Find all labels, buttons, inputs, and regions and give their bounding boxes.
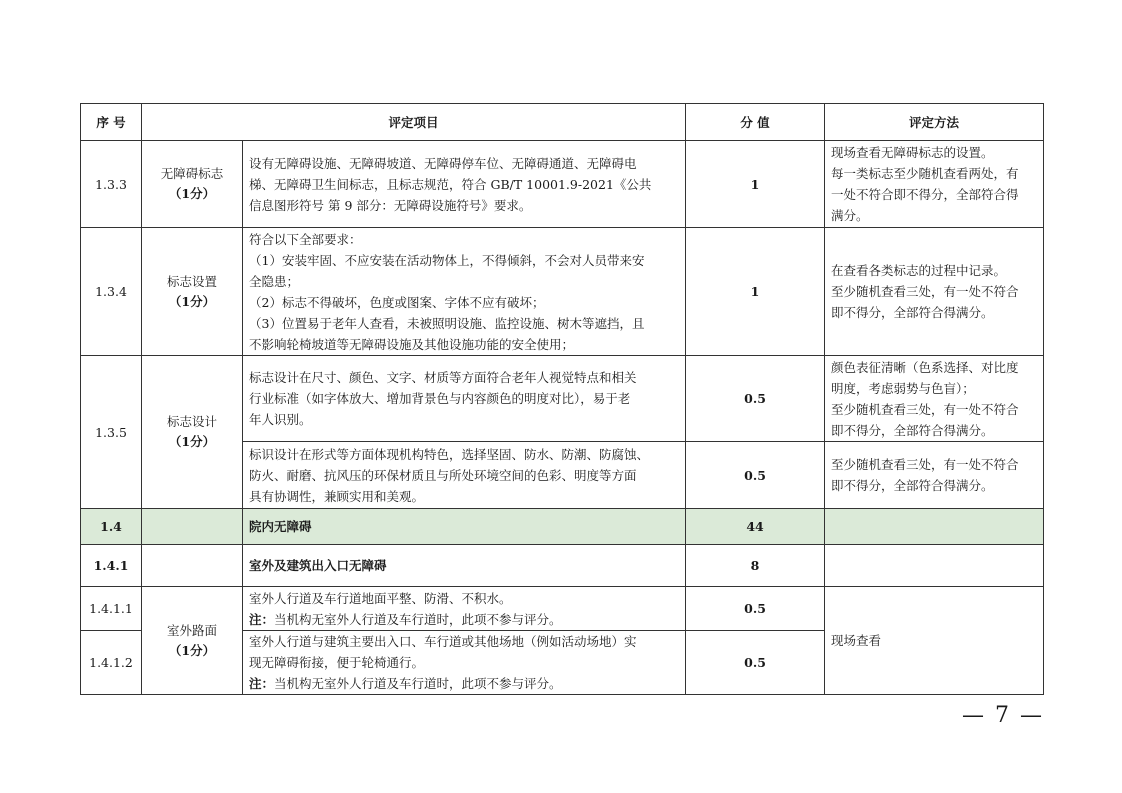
item-line: 全隐患； xyxy=(249,273,300,289)
method-line: 明度，考虑弱势与色盲）； xyxy=(831,380,975,396)
item-line: （2）标志不得破坏，色度或图案、字体不应有破坏； xyxy=(249,294,545,310)
score-cell: 0.5 xyxy=(686,356,825,442)
method-line: 即不得分，全部符合得满分。 xyxy=(831,305,994,320)
method-cell xyxy=(825,228,1044,356)
item-line: 信息图形符号 第 9 部分：无障碍设施符号》要求。 xyxy=(249,197,532,213)
item-text xyxy=(243,356,686,442)
item-line: 标志设计在尺寸、颜色、文字、材质等方面符合老年人视觉特点和相关 xyxy=(249,370,637,385)
score-cell: 1 xyxy=(686,228,825,356)
header-method: 评定方法 xyxy=(825,104,1044,141)
category-name: 标志设置 xyxy=(166,273,217,289)
item-line: （1）安装牢固、不应安装在活动物体上，不得倾斜，不会对人员带来安 xyxy=(249,252,645,268)
item-line: 室外人行道与建筑主要出入口、车行道或其他场地（例如活动场地）实 xyxy=(249,634,637,649)
row-id: 1.4.1.1 xyxy=(81,587,142,631)
category-points: （1分） xyxy=(168,293,216,309)
method-line: 即不得分，全部符合得满分。 xyxy=(831,478,994,493)
score-cell: 0.5 xyxy=(686,631,825,695)
row-id: 1.4.1 xyxy=(81,545,142,587)
item-line: 设有无障碍设施、无障碍坡道、无障碍停车位、无障碍通道、无障碍电 xyxy=(249,155,637,171)
category-points: （1分） xyxy=(168,642,216,658)
score-cell: 1 xyxy=(686,141,825,228)
item-text xyxy=(243,141,686,228)
method-cell: 现场查看 xyxy=(825,587,1044,695)
table-row xyxy=(81,356,1044,442)
method-line: 颜色表征清晰（色系选择、对比度 xyxy=(831,359,1019,375)
item-line: 具有协调性，兼顾实用和美观。 xyxy=(249,488,425,504)
row-id: 1.4 xyxy=(81,509,142,545)
category-name: 无障碍标志 xyxy=(160,166,224,181)
note-label: 注： xyxy=(249,611,275,627)
row-id: 1.4.1.2 xyxy=(81,631,142,695)
category-cell xyxy=(142,587,243,695)
category-cell xyxy=(142,228,243,356)
table-row xyxy=(81,587,1044,631)
item-line: 不影响轮椅坡道等无障碍设施及其他设施功能的安全使用； xyxy=(249,336,575,352)
item-line: 标识设计在形式等方面体现机构特色，选择坚固、防水、防潮、防腐蚀、 xyxy=(249,446,650,462)
table-row xyxy=(81,141,1044,228)
method-line: 即不得分，全部符合得满分。 xyxy=(831,422,994,438)
item-text xyxy=(243,228,686,356)
section-title: 院内无障碍 xyxy=(243,509,686,545)
category-cell xyxy=(142,356,243,509)
category-points: （1分） xyxy=(168,186,216,201)
header-item: 评定项目 xyxy=(142,104,686,141)
item-line: 防火、耐磨、抗风压的环保材质且与所处环境空间的色彩、明度等方面 xyxy=(249,467,637,483)
method-line: 在查看各类标志的过程中记录。 xyxy=(831,263,1007,278)
item-text xyxy=(243,587,686,631)
method-line: 至少随机查看三处，有一处不符合 xyxy=(831,401,1019,417)
item-line: 符合以下全部要求： xyxy=(249,231,362,247)
table-row xyxy=(81,228,1044,356)
note-line xyxy=(249,609,679,630)
method-line: 现场查看无障碍标志的设置。 xyxy=(831,145,994,160)
item-line: 年人识别。 xyxy=(249,412,312,427)
score-cell: 44 xyxy=(686,509,825,545)
method-line: 每一类标志至少随机查看两处，有 xyxy=(831,166,1019,181)
item-line: （3）位置易于老年人查看，未被照明设施、监控设施、树木等遮挡，且 xyxy=(249,315,645,331)
subsection-row xyxy=(81,545,1044,587)
category-points: （1分） xyxy=(168,434,216,449)
note-text: 当机构无室外人行道及车行道时，此项不参与评分。 xyxy=(274,676,562,691)
item-line: 梯、无障碍卫生间标志，且标志规范，符合 GB/T 10001.9-2021《公共 xyxy=(249,176,652,192)
evaluation-table xyxy=(80,103,1044,695)
category-name: 标志设计 xyxy=(166,414,217,429)
header-serial: 序 号 xyxy=(81,104,142,141)
method-line: 至少随机查看三处，有一处不符合 xyxy=(831,457,1019,472)
row-id: 1.3.3 xyxy=(81,141,142,228)
row-id: 1.3.4 xyxy=(81,228,142,356)
score-cell: 8 xyxy=(686,545,825,587)
empty-cell xyxy=(825,545,1044,587)
header-score: 分 值 xyxy=(686,104,825,141)
item-text xyxy=(243,442,686,509)
note-label: 注： xyxy=(249,676,275,691)
score-cell: 0.5 xyxy=(686,587,825,631)
empty-cell xyxy=(825,509,1044,545)
empty-cell xyxy=(142,545,243,587)
item-line: 现无障碍衔接，便于轮椅通行。 xyxy=(249,655,425,670)
method-line: 满分。 xyxy=(831,208,869,223)
note-text: 当机构无室外人行道及车行道时，此项不参与评分。 xyxy=(274,611,562,627)
subsection-title: 室外及建筑出入口无障碍 xyxy=(243,545,686,587)
score-cell: 0.5 xyxy=(686,442,825,509)
note-line xyxy=(249,673,679,694)
item-line: 室外人行道及车行道地面平整、防滑、不积水。 xyxy=(249,590,512,606)
method-cell xyxy=(825,442,1044,509)
item-line: 行业标准（如字体放大、增加背景色与内容颜色的明度对比），易于老 xyxy=(249,391,631,406)
table-header-row xyxy=(81,104,1044,141)
section-row xyxy=(81,509,1044,545)
method-line: 至少随机查看三处，有一处不符合 xyxy=(831,284,1019,299)
category-name: 室外路面 xyxy=(166,622,217,638)
row-id: 1.3.5 xyxy=(81,356,142,509)
method-line: 一处不符合即不得分，全部符合得 xyxy=(831,187,1019,202)
category-cell xyxy=(142,141,243,228)
method-cell xyxy=(825,141,1044,228)
empty-cell xyxy=(142,509,243,545)
page-number: — 7 — xyxy=(962,703,1044,728)
item-text xyxy=(243,631,686,695)
method-cell xyxy=(825,356,1044,442)
